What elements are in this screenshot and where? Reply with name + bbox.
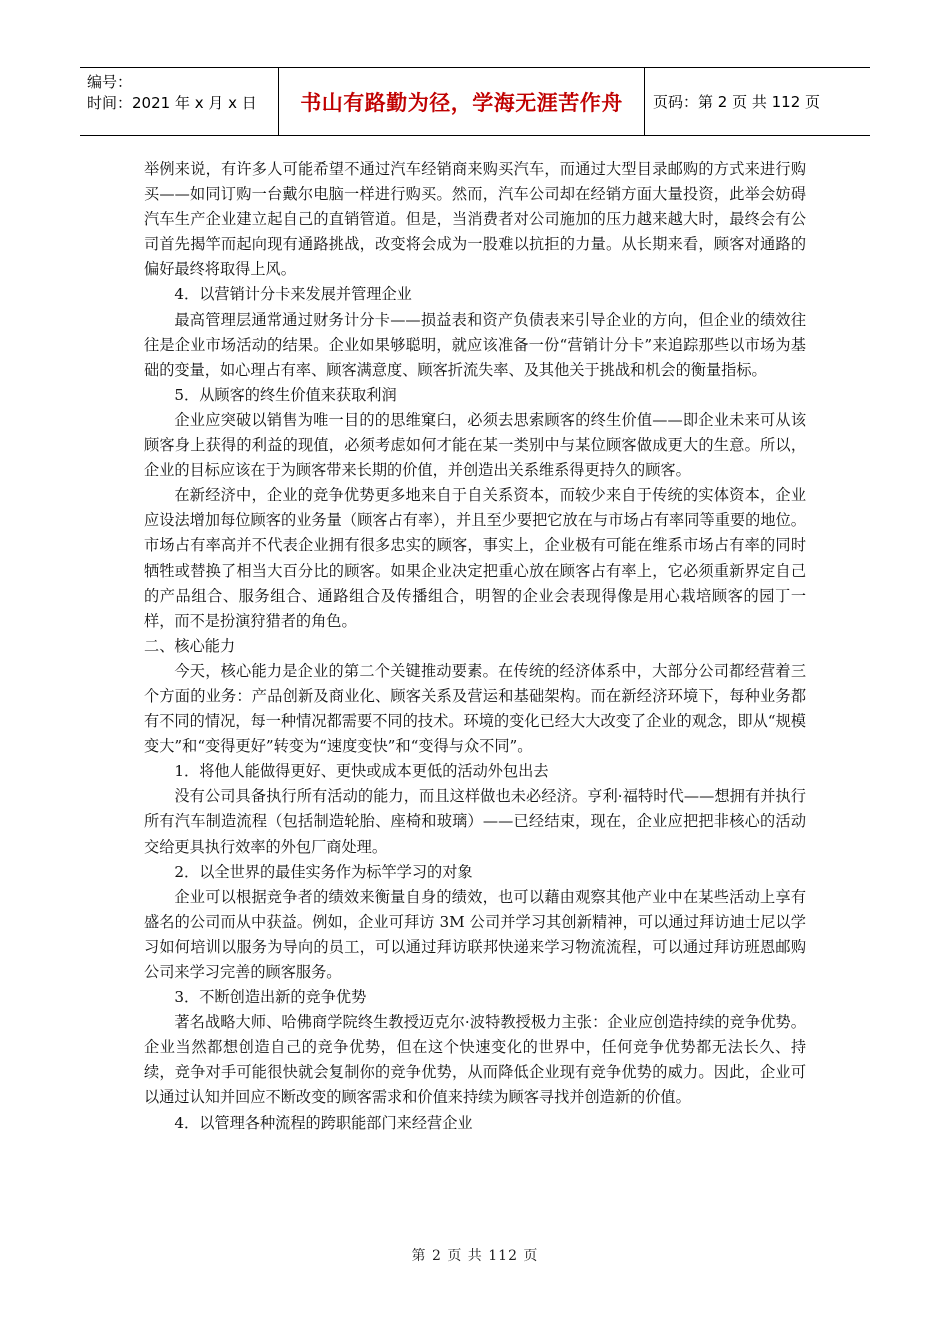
page-footer: 第 2 页 共 112 页: [411, 1248, 539, 1264]
subheading: 4．以营销计分卡来发展并管理企业: [174, 285, 412, 304]
document-body: [144, 157, 806, 1136]
document-date: 时间：2021 年 x 月 x 日: [87, 94, 257, 112]
subheading: 2．以全世界的最佳实务作为标竿学习的对象: [174, 862, 473, 881]
paragraph: 企业应突破以销售为唯一目的的思维窠臼，必须去思索顾客的终生价值——即企业未来可从该顾客身上获得的利益的现值，必须考虑如何才能在某一类别中与某位顾客做成更大的生意。所以，企业的目标应该在于为顾客带来长期的价值，并创造出关系维系得更持久的顾客。: [144, 410, 806, 480]
paragraph: 在新经济中，企业的竞争优势更多地来自于自关系资本，而较少来自于传统的实体资本，企业应设法增加每位顾客的业务量（顾客占有率），并且至少要把它放在与市场占有率同等重要的地位。市场占有率高并不代表企业拥有很多忠实的顾客，事实上，企业极有可能在维系市场占有率的同时牺牲或替换了相当大百分比的顾客。如果企业决定把重心放在顾客占有率上，它必须重新界定自己的产品组合、服务组合、通路组合及传播组合，明智的企业会表现得像是用心栽培顾客的园丁一样，而不是扮演狩猎者的角色。: [144, 486, 806, 630]
page-header: [80, 67, 870, 136]
paragraph: 企业可以根据竞争者的绩效来衡量自身的绩效，也可以藉由观察其他产业中在某些活动上享有盛名的公司而从中获益。例如，企业可拜访 3M 公司并学习其创新精神，可以通过拜访迪士尼以学习如何培训以服务为导向的员工，可以通过拜访联邦快递来学习物流流程，可以通过拜访班恩邮购公司来学习完善的顾客服务。: [144, 887, 806, 981]
paragraph: 举例来说，有许多人可能希望不通过汽车经销商来购买汽车，而通过大型目录邮购的方式来进行购买——如同订购一台戴尔电脑一样进行购买。然而，汽车公司却在经销方面大量投资，此举会妨碍汽车生产企业建立起自己的直销管道。但是，当消费者对公司施加的压力越来越大时，最终会有公司首先揭竿而起向现有通路挑战，改变将会成为一股难以抗拒的力量。从长期来看，顾客对通路的偏好最终将取得上风。: [144, 160, 806, 279]
section-heading: 二、核心能力: [144, 636, 236, 655]
paragraph: 今天，核心能力是企业的第二个关键推动要素。在传统的经济体系中，大部分公司都经营着三个方面的业务：产品创新及商业化、顾客关系及营运和基础架构。而在新经济环境下，每种业务都有不同的情况，每一种情况都需要不同的技术。环境的变化已经大大改变了企业的观念，即从“规模变大”和“变得更好”转变为“速度变快”和“变得与众不同”。: [144, 661, 806, 756]
paragraph: 没有公司具备执行所有活动的能力，而且这样做也未必经济。亨利·福特时代——想拥有并执行所有汽车制造流程（包括制造轮胎、座椅和玻璃）——已经结束，现在，企业应把把非核心的活动交给更具执行效率的外包厂商处理。: [144, 787, 806, 856]
paragraph: 著名战略大师、哈佛商学院终生教授迈克尔·波特教授极力主张：企业应创造持续的竞争优势。企业当然都想创造自己的竞争优势，但在这个快速变化的世界中，任何竞争优势都无法长久、持续，竞争对手可能很快就会复制你的竞争优势，从而降低企业现有竞争优势的威力。因此，企业可以通过认知并回应不断改变的顾客需求和价值来持续为顾客寻找并创造新的价值。: [144, 1013, 806, 1107]
subheading: 5．从顾客的终生价值来获取利润: [174, 385, 397, 404]
header-meta: [80, 68, 279, 135]
header-motto: 书山有路勤为径，学海无涯苦作舟: [279, 68, 645, 135]
subheading: 1．将他人能做得更好、更快或成本更低的活动外包出去: [174, 762, 549, 781]
paragraph: 最高管理层通常通过财务计分卡——损益表和资产负债表来引导企业的方向，但企业的绩效往往是企业市场活动的结果。企业如果够聪明，就应该准备一份“营销计分卡”来追踪那些以市场为基础的变量，如心理占有率、顾客满意度、顾客折流失率、及其他关于挑战和机会的衡量指标。: [144, 310, 806, 379]
subheading: 4．以管理各种流程的跨职能部门来经营企业: [174, 1113, 473, 1132]
document-number-label: 编号：: [87, 73, 133, 91]
header-page-info: 页码：第 2 页 共 112 页: [653, 93, 821, 111]
subheading: 3．不断创造出新的竞争优势: [174, 988, 367, 1007]
